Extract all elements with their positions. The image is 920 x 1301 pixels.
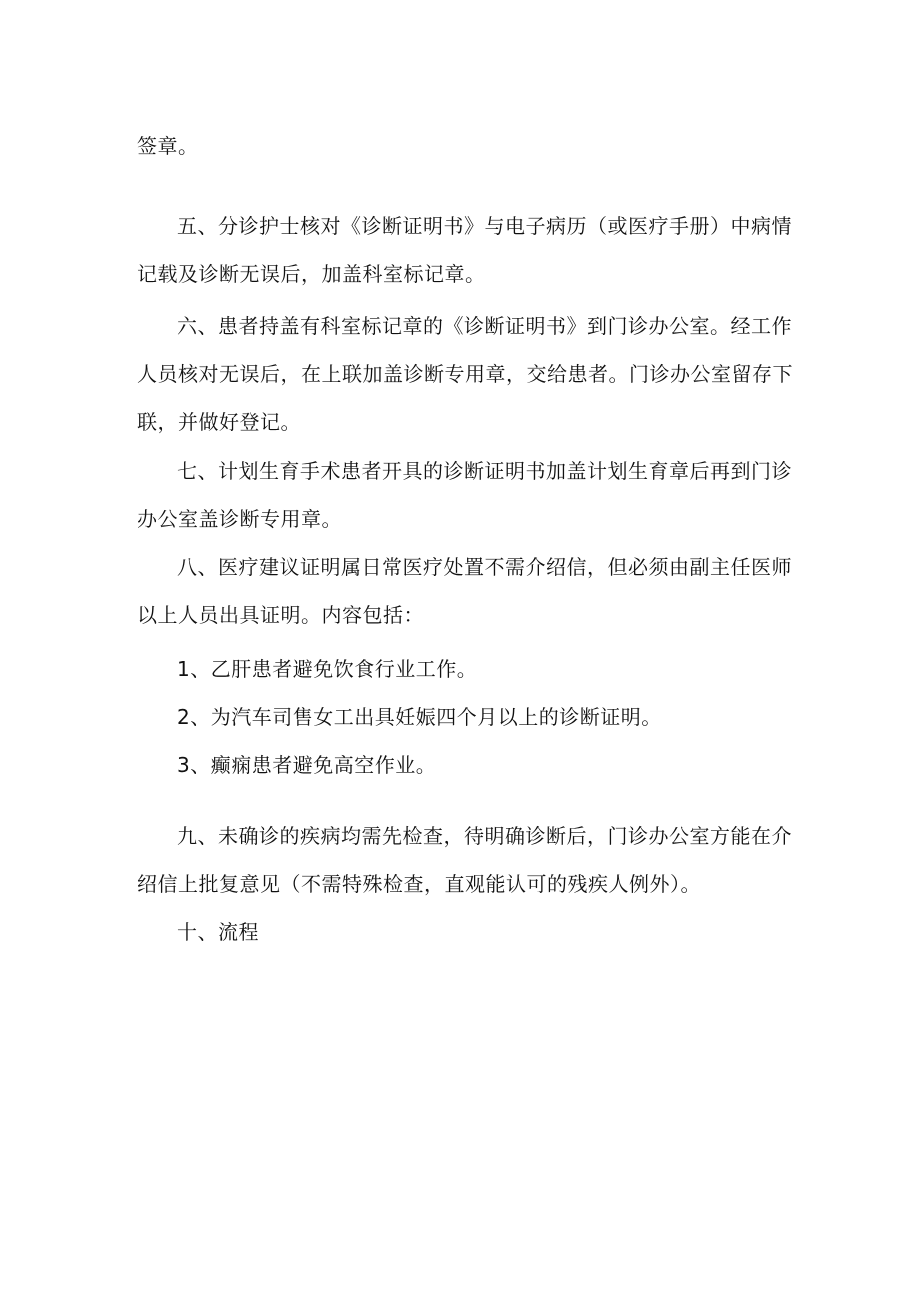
- paragraph-6: [137, 302, 793, 446]
- paragraph-7: [137, 447, 792, 543]
- paragraph-line: 记载及诊断无误后，加盖科室标记章。: [137, 262, 486, 286]
- paragraph-line: 人员核对无误后，在上联加盖诊断专用章，交给患者。门诊办公室留存下: [137, 362, 793, 386]
- paragraph-line: 办公室盖诊断专用章。: [137, 507, 342, 531]
- list-item: 1、乙肝患者避免饮食行业工作。: [177, 657, 478, 681]
- paragraph-line: 九、未确诊的疾病均需先检查，待明确诊断后，门诊办公室方能在介: [177, 824, 792, 848]
- paragraph-10: [137, 908, 787, 956]
- paragraph-line: 七、计划生育手术患者开具的诊断证明书加盖计划生育章后再到门诊: [177, 459, 792, 483]
- paragraph-9: [137, 812, 792, 908]
- paragraph-line: 五、分诊护士核对《诊断证明书》与电子病历（或医疗手册）中病情: [177, 214, 792, 238]
- paragraph-line: 以上人员出具证明。内容包括：: [137, 603, 424, 627]
- paragraph-line: 签章。: [137, 134, 199, 158]
- paragraph-line: 八、医疗建议证明属日常医疗处置不需介绍信，但必须由副主任医师: [177, 555, 792, 579]
- paragraph-line: 六、患者持盖有科室标记章的《诊断证明书》到门诊办公室。经工作: [177, 314, 792, 338]
- paragraph-5: [137, 202, 792, 298]
- paragraph-line: 联，并做好登记。: [137, 410, 301, 434]
- numbered-list: [137, 645, 787, 789]
- list-item: 3、癫痫患者避免高空作业。: [177, 753, 437, 777]
- paragraph-8: [137, 543, 792, 639]
- list-item: 2、为汽车司售女工出具妊娠四个月以上的诊断证明。: [177, 705, 662, 729]
- paragraph-line: 绍信上批复意见（不需特殊检查，直观能认可的残疾人例外）。: [137, 872, 701, 896]
- continuation-text: [137, 122, 787, 170]
- section-heading: 十、流程: [177, 920, 259, 944]
